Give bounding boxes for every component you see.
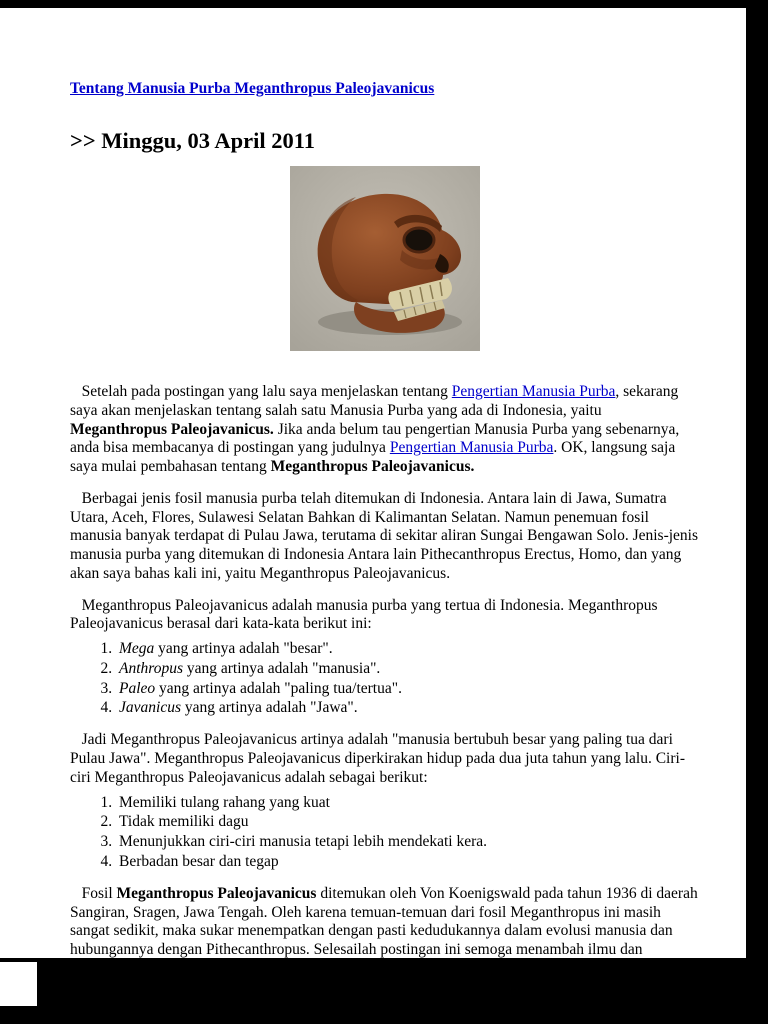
text-run: ditemukan oleh Von Koenigswald pada tahun 1936 di daerah Sangiran, Sragen, Jawa Tengah. Oleh karena temuan-temuan dari fosil Meganthropus ini masih sangat sedikit, maka sukar menempatkan dengan pasti kedudukannya dalam evolusi manusia dan hubungannya dengan Pithecanthropus. Selesailah postingan ini semoga menambah ilmu dan	[70, 884, 702, 958]
text-run: Tidak memiliki dagu	[119, 813, 249, 831]
text-run: Paleo	[119, 679, 156, 697]
characteristics-list	[70, 793, 700, 872]
paragraph-discovery	[70, 885, 700, 958]
text-run: . OK, langsung saja saya mulai pembahasan tentang	[70, 439, 680, 475]
list-item	[116, 832, 700, 852]
text-run: Fosil	[70, 884, 117, 902]
paragraph-etymology-intro	[70, 597, 700, 635]
document-page	[0, 8, 746, 958]
list-item	[116, 659, 700, 679]
text-run: yang artinya adalah "besar".	[154, 640, 333, 657]
text-run: Berbagai jenis fosil manusia purba telah ditemukan di Indonesia. Antara lain di Jawa, Sumatra Utara, Aceh, Flores, Sulawesi Selatan Bahkan di Kalimantan Selatan. Namun penemuan fosil manusia banyak terdapat di Pulau Jawa, terutama di sekitar aliran Sungai Bengawan Solo. Jenis-jenis manusia purba yang ditemukan di Indonesia Antara lain Pithecanthropus Erectus, Homo, dan yang akan saya bahas kali ini, yaitu Meganthropus Paleojavanicus.	[70, 489, 702, 582]
post-title-link[interactable]: Tentang Manusia Purba Meganthropus Paleojavanicus	[70, 80, 435, 97]
list-item	[116, 852, 700, 872]
text-run: yang artinya adalah "Jawa".	[180, 699, 358, 717]
text-run: Meganthropus Paleojavanicus.	[270, 458, 475, 475]
skull-image-container	[290, 166, 480, 351]
paragraph-fossil-locations	[70, 490, 700, 584]
list-item	[116, 698, 700, 718]
text-run: Mega	[119, 640, 155, 657]
text-run: Setelah pada postingan yang lalu saya menjelaskan tentang	[70, 383, 452, 400]
text-run: yang artinya adalah "paling tua/tertua".	[155, 679, 402, 697]
paragraph-meaning	[70, 731, 700, 787]
skull-photo	[290, 166, 480, 351]
text-run: Jika anda belum tau pengertian Manusia Purba yang sebenarnya, anda bisa membacanya di postingan yang judulnya	[70, 420, 684, 457]
list-item	[116, 639, 700, 659]
text-run: yang artinya adalah "manusia".	[183, 659, 381, 677]
inline-link[interactable]: Pengertian Manusia Purba	[389, 439, 554, 457]
text-run: Menunjukkan ciri-ciri manusia tetapi lebih mendekati kera.	[119, 833, 487, 851]
text-run: Berbadan besar dan tegap	[119, 853, 279, 871]
text-run: Jadi Meganthropus Paleojavanicus artinya adalah "manusia bertubuh besar yang paling tua dari Pulau Jawa". Meganthropus Paleojavanicus diperkirakan hidup pada dua juta tahun yang lalu. Ciri-ciri Meganthropus Paleojavanicus adalah sebagai berikut:	[70, 731, 685, 786]
paragraph-intro	[70, 383, 700, 477]
list-item	[116, 679, 700, 699]
text-run: Meganthropus Paleojavanicus adalah manusia purba yang tertua di Indonesia. Meganthropus Paleojavanicus berasal dari kata-kata berikut ini:	[70, 596, 662, 633]
inline-link[interactable]: Pengertian Manusia Purba	[451, 383, 616, 400]
text-run: Meganthropus Paleojavanicus.	[70, 420, 274, 438]
text-run: Anthropus	[119, 659, 184, 677]
date-heading: >> Minggu, 03 April 2011	[70, 128, 316, 153]
text-run: Javanicus	[119, 699, 181, 717]
etymology-list	[70, 639, 700, 718]
list-item	[116, 793, 700, 813]
text-run: Meganthropus Paleojavanicus	[116, 884, 317, 902]
list-item	[116, 812, 700, 832]
text-run: Memiliki tulang rahang yang kuat	[119, 793, 330, 811]
text-run: , sekarang saya akan menjelaskan tentang salah satu Manusia Purba yang ada di Indonesia, yaitu	[70, 383, 683, 419]
next-page-fragment	[0, 962, 37, 1006]
